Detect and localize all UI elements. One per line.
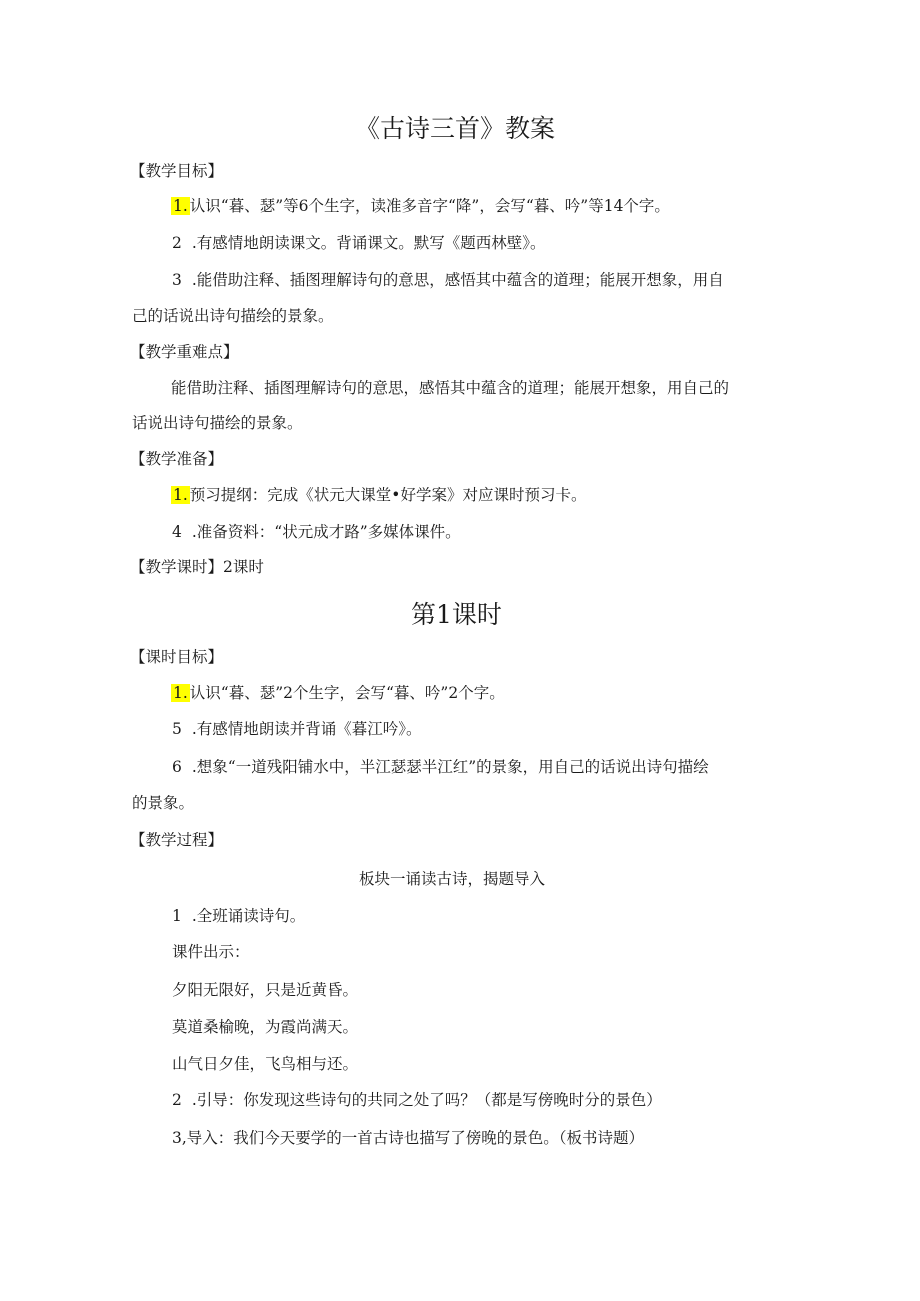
preparation-heading: 【教学准备】 (130, 450, 224, 468)
lesson-title: 第1课时 (411, 600, 502, 629)
teaching-goals-heading: 【教学目标】 (130, 162, 224, 180)
lesson-goal-item-1 (171, 682, 505, 704)
key-points-heading: 【教学重难点】 (130, 343, 239, 361)
courseware-label: 课件出示： (172, 943, 250, 961)
goal-item-3 (172, 269, 724, 291)
step-1-num: 1 (172, 907, 182, 925)
step-1-text: .全班诵读诗句。 (191, 907, 306, 925)
poem-line-3: 山气日夕佳，飞鸟相与还。 (172, 1055, 359, 1073)
goal-item-2-num: 2 (172, 234, 182, 252)
step-3: 3,导入：我们今天要学的一首古诗也描写了傍晚的景色。（板书诗题） (172, 1129, 645, 1147)
poem-line-1: 夕阳无限好，只是近黄昏。 (172, 981, 359, 999)
highlight-number: 1. (173, 684, 188, 702)
goal-item-2 (172, 232, 546, 254)
highlight-number: 1. (173, 197, 188, 215)
key-points-text: 能借助注释、插图理解诗句的意思，感悟其中蕴含的道理；能展开想象，用自己的 (171, 379, 730, 397)
periods-line: 【教学课时】2课时 (130, 558, 264, 576)
prep-item-4-text: .准备资料：“状元成才路”多媒体课件。 (191, 523, 461, 541)
lesson-goal-item-1-text: 认识“暮、瑟”2个生字，会写“暮、吟”2个字。 (189, 684, 505, 702)
step-1 (172, 905, 305, 927)
goal-item-3-continued: 己的话说出诗句描绘的景象。 (132, 307, 334, 325)
lesson-goal-item-6-text: .想象“一道残阳铺水中，半江瑟瑟半江红”的景象，用自己的话说出诗句描绘 (191, 758, 709, 776)
prep-item-1 (171, 484, 586, 506)
step-2 (172, 1089, 662, 1111)
lesson-goal-item-6-num: 6 (172, 758, 182, 776)
poem-line-2: 莫道桑榆晚，为霞尚满天。 (172, 1018, 359, 1036)
step-2-text: .引导：你发现这些诗句的共同之处了吗？（都是写傍晚时分的景色） (191, 1091, 662, 1109)
page-title: 《古诗三首》教案 (355, 114, 556, 143)
lesson-goal-item-6 (172, 756, 709, 778)
lesson-goal-item-5 (172, 718, 422, 740)
goal-item-1-text: 认识“暮、瑟”等6个生字，读准多音字“降”，会写“暮、吟”等14个字。 (189, 197, 670, 215)
block-title: 板块一诵读古诗，揭题导入 (359, 870, 546, 888)
goal-item-3-num: 3 (172, 271, 182, 289)
process-heading: 【教学过程】 (130, 831, 224, 849)
lesson-goals-heading: 【课时目标】 (130, 648, 224, 666)
prep-item-4 (172, 521, 461, 543)
step-2-num: 2 (172, 1091, 182, 1109)
prep-item-1-text: 预习提纲：完成《状元大课堂•好学案》对应课时预习卡。 (189, 486, 587, 504)
goal-item-2-text: .有感情地朗读课文。背诵课文。默写《题西林壁》。 (191, 234, 546, 252)
prep-item-4-num: 4 (172, 523, 182, 541)
lesson-goal-item-5-num: 5 (172, 720, 182, 738)
highlight-number: 1. (173, 486, 188, 504)
lesson-goal-item-5-text: .有感情地朗读并背诵《暮江吟》。 (191, 720, 422, 738)
lesson-goal-item-6-continued: 的景象。 (132, 794, 195, 812)
goal-item-1 (171, 195, 670, 217)
key-points-text-continued: 话说出诗句描绘的景象。 (132, 414, 303, 432)
goal-item-3-text: .能借助注释、插图理解诗句的意思，感悟其中蕴含的道理；能展开想象，用自 (191, 271, 724, 289)
